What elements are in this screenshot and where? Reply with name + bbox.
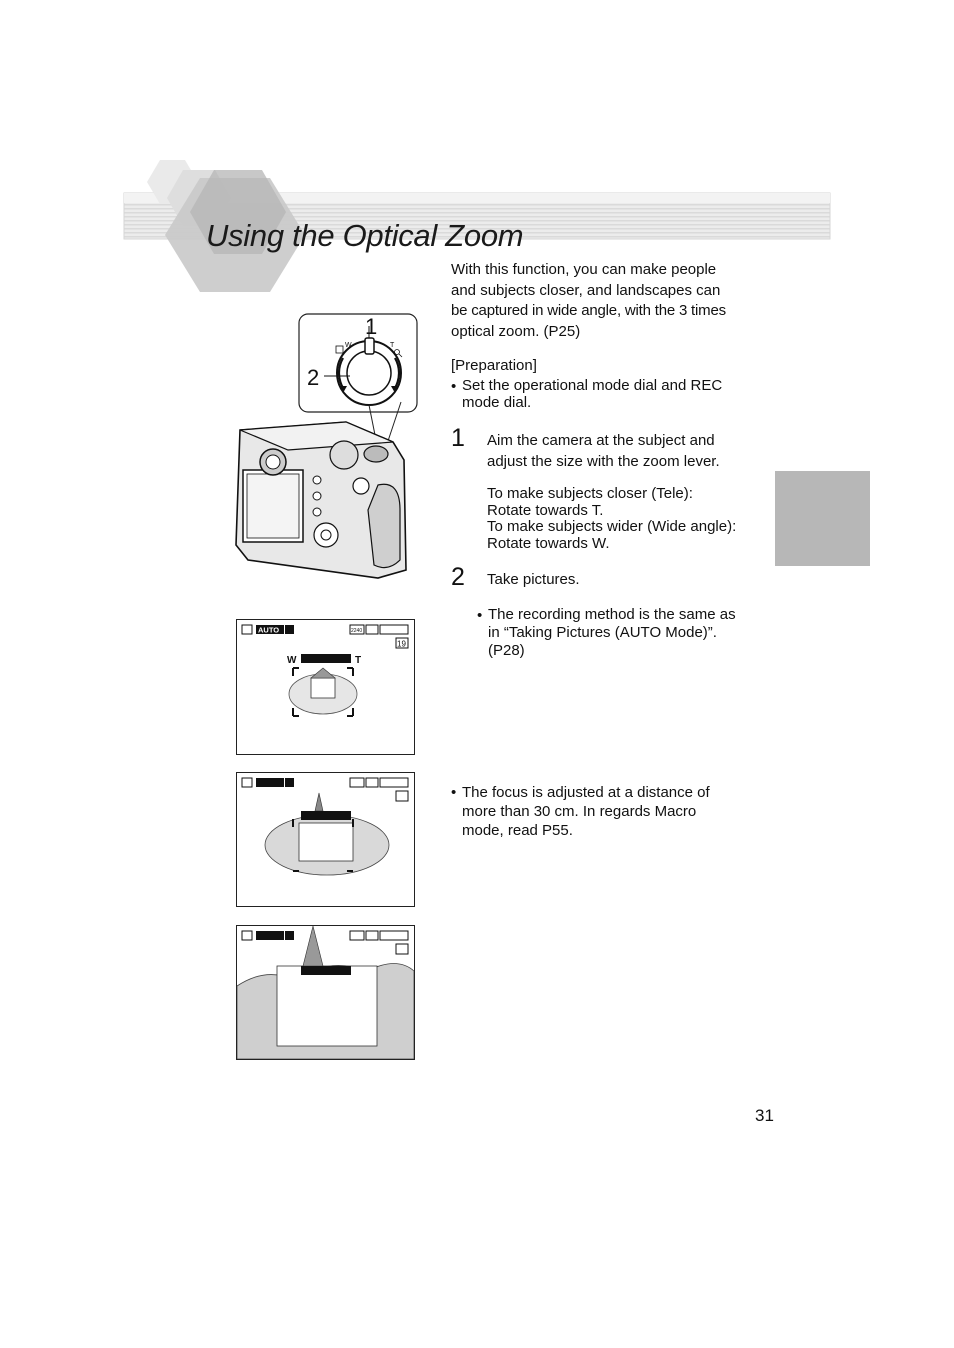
step-1-number: 1 <box>451 424 465 452</box>
lcd-tele-graphic <box>237 926 414 1059</box>
step-1-text <box>487 431 767 472</box>
intro-paragraph <box>451 260 761 342</box>
callout-1: 1 <box>365 314 378 339</box>
intro-line: optical zoom. (P25) <box>451 322 581 340</box>
camera-zoom-lever-illustration <box>228 310 428 582</box>
step-2-bullet: • The recording method is the same as in “Taking Pictures (AUTO Mode)”. (P28) <box>477 606 736 659</box>
bullet-line: more than 30 cm. In regards Macro <box>462 803 697 820</box>
step-2-number: 2 <box>451 563 465 591</box>
step-line: adjust the size with the zoom lever. <box>487 452 720 470</box>
focus-note-bullet: • The focus is adjusted at a distance of more than 30 cm. In regards Macro mode, read P55. <box>451 784 710 839</box>
preparation-label: [Preparation] <box>451 357 537 374</box>
lcd-resolution: 2240 <box>351 628 363 634</box>
lcd-mid-graphic <box>237 773 414 906</box>
step-1-detail <box>487 486 777 553</box>
detail-line: To make subjects closer (Tele): <box>487 485 693 502</box>
dial-t-label: T <box>390 342 395 349</box>
bullet-line: mode, read P55. <box>462 822 573 839</box>
step-line: Aim the camera at the subject and <box>487 432 715 449</box>
bullet-line: mode dial. <box>462 394 532 411</box>
intro-line: With this function, you can make people <box>451 261 717 278</box>
detail-line: To make subjects wider (Wide angle): <box>487 518 737 536</box>
header-banner <box>0 0 954 300</box>
bullet-line: (P28) <box>488 642 525 659</box>
bullet-line: The recording method is the same as <box>488 606 736 623</box>
bullet-line: Set the operational mode dial and REC <box>462 377 723 394</box>
detail-line: Rotate towards T. <box>487 501 604 519</box>
section-tab <box>775 471 870 566</box>
step-2-text: Take pictures. <box>487 571 580 588</box>
bullet-line: in “Taking Pictures (AUTO Mode)”. <box>488 624 717 641</box>
page-number: 31 <box>755 1106 774 1125</box>
lcd-zoom-t: T <box>355 655 362 666</box>
page-title: Using the Optical Zoom <box>206 218 524 253</box>
lcd-wide-graphic <box>237 620 414 754</box>
detail-line: Rotate towards W. <box>487 535 610 553</box>
intro-line: and subjects closer, and landscapes can <box>451 281 721 299</box>
callout-2: 2 <box>307 365 320 390</box>
lcd-screen-tele <box>236 925 415 1060</box>
preparation-bullet: • Set the operational mode dial and REC mode dial. <box>451 377 723 411</box>
lcd-screen-mid <box>236 772 415 907</box>
lcd-mode-label: AUTO <box>258 625 280 635</box>
lcd-zoom-w: W <box>287 655 297 666</box>
bullet-line: The focus is adjusted at a distance of <box>462 784 710 801</box>
intro-line: be captured in wide angle, with the 3 times <box>451 302 726 319</box>
lcd-screen-wide <box>236 619 415 755</box>
lcd-shots-left: 19 <box>397 639 406 649</box>
dial-w-label: W <box>345 342 352 349</box>
